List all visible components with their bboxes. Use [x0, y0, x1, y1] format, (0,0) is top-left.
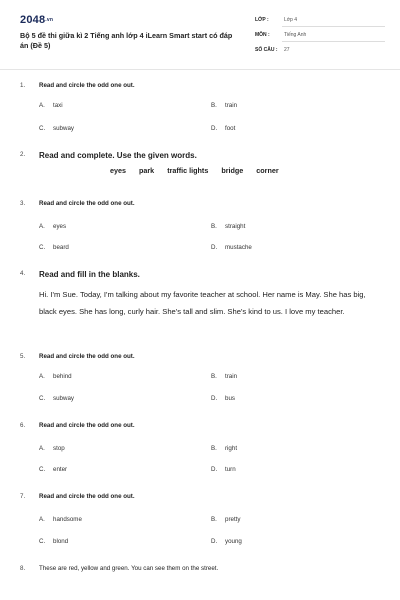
question-number: 1. [20, 82, 26, 89]
question-number: 3. [20, 200, 26, 207]
option-d[interactable] [211, 538, 242, 545]
question-text: Read and circle the odd one out. [39, 353, 135, 360]
option-b[interactable] [211, 373, 237, 380]
option-c[interactable] [39, 538, 68, 545]
option-text: behind [53, 373, 72, 380]
question-number: 4. [20, 270, 26, 277]
option-b[interactable] [211, 516, 240, 523]
question-text: These are red, yellow and green. You can see them on the street. [39, 565, 219, 572]
option-letter: B. [211, 102, 217, 109]
question-3 [20, 200, 385, 260]
question-number: 6. [20, 422, 26, 429]
option-text: taxi [53, 102, 63, 109]
meta-count-value: 27 [284, 47, 290, 53]
word-bank-item: bridge [221, 166, 244, 175]
option-text: beard [53, 244, 69, 251]
option-letter: C. [39, 466, 46, 473]
question-text: Read and circle the odd one out. [39, 200, 135, 207]
option-letter: A. [39, 445, 45, 452]
question-text: Read and fill in the blanks. [39, 270, 140, 279]
option-c[interactable] [39, 244, 69, 251]
word-bank-item: park [139, 166, 155, 175]
option-letter: C. [39, 125, 46, 132]
option-text: stop [53, 445, 65, 452]
option-c[interactable] [39, 466, 67, 473]
question-number: 7. [20, 493, 26, 500]
question-text: Read and circle the odd one out. [39, 493, 135, 500]
option-text: enter [53, 466, 68, 473]
meta-class-value: Lớp 4 [284, 17, 298, 23]
option-d[interactable] [211, 466, 236, 473]
option-a[interactable] [39, 445, 65, 452]
question-2 [20, 151, 385, 163]
reading-passage: Hi. I'm Sue. Today, I'm talking about my favorite teacher at school. Her name is May. She has big, black eyes. She has long, curly hair. She's tall and slim. She's kind to us. I love my teacher. [39, 290, 366, 316]
option-text: blond [53, 538, 69, 545]
option-letter: C. [39, 538, 46, 545]
option-text: turn [225, 466, 236, 473]
option-b[interactable] [211, 223, 245, 230]
question-6 [20, 422, 385, 482]
option-letter: C. [39, 395, 46, 402]
question-text: Read and complete. Use the given words. [39, 151, 197, 160]
option-letter: D. [211, 538, 218, 545]
meta-count [255, 47, 385, 57]
site-logo[interactable] [20, 14, 53, 26]
option-d[interactable] [211, 395, 235, 402]
word-bank [110, 166, 290, 175]
meta-subject [255, 32, 385, 42]
question-text: Read and circle the odd one out. [39, 422, 135, 429]
document-title: Bộ 5 đề thi giữa kì 2 Tiếng anh lớp 4 iLearn Smart start có đáp án (Đề 5) [20, 31, 233, 50]
question-number: 5. [20, 353, 26, 360]
option-d[interactable] [211, 125, 235, 132]
option-text: right [225, 445, 238, 452]
option-letter: B. [211, 516, 217, 523]
question-8 [20, 565, 385, 577]
option-a[interactable] [39, 223, 66, 230]
logo-main: 2048 [20, 14, 46, 26]
meta-count-label: SỐ CÂU : [255, 47, 278, 53]
option-text: train [225, 373, 238, 380]
meta-subject-label: MÔN : [255, 32, 270, 38]
option-c[interactable] [39, 125, 74, 132]
question-7 [20, 493, 385, 553]
option-text: handsome [53, 516, 82, 523]
option-letter: D. [211, 244, 218, 251]
option-letter: D. [211, 395, 218, 402]
option-text: train [225, 102, 238, 109]
question-5 [20, 353, 385, 413]
option-letter: A. [39, 373, 45, 380]
option-d[interactable] [211, 244, 252, 251]
option-text: subway [53, 125, 74, 132]
option-a[interactable] [39, 102, 63, 109]
option-letter: A. [39, 223, 45, 230]
option-a[interactable] [39, 373, 72, 380]
meta-divider [282, 26, 385, 27]
meta-class-label: LỚP : [255, 17, 269, 23]
header-divider [0, 69, 400, 70]
option-text: subway [53, 395, 74, 402]
logo-domain: .vn [45, 17, 54, 23]
option-letter: D. [211, 125, 218, 132]
option-text: mustache [225, 244, 252, 251]
option-letter: B. [211, 445, 217, 452]
option-text: eyes [53, 223, 67, 230]
option-b[interactable] [211, 445, 237, 452]
option-b[interactable] [211, 102, 237, 109]
question-number: 2. [20, 151, 26, 158]
option-c[interactable] [39, 395, 74, 402]
option-letter: C. [39, 244, 46, 251]
question-4 [20, 270, 385, 282]
word-bank-item: traffic lights [167, 166, 209, 175]
option-text: straight [225, 223, 246, 230]
option-text: young [225, 538, 242, 545]
option-letter: A. [39, 516, 45, 523]
word-bank-item: corner [256, 166, 279, 175]
document-header [0, 0, 400, 70]
question-text: Read and circle the odd one out. [39, 82, 135, 89]
option-text: foot [225, 125, 236, 132]
word-bank-item: eyes [110, 166, 126, 175]
option-letter: D. [211, 466, 218, 473]
option-letter: A. [39, 102, 45, 109]
question-number: 8. [20, 565, 26, 572]
option-text: bus [225, 395, 235, 402]
option-letter: B. [211, 223, 217, 230]
meta-divider [282, 41, 385, 42]
meta-class [255, 17, 385, 27]
option-text: pretty [225, 516, 241, 523]
meta-subject-value: Tiếng Anh [284, 32, 307, 38]
option-a[interactable] [39, 516, 82, 523]
option-letter: B. [211, 373, 217, 380]
question-1 [20, 82, 385, 142]
